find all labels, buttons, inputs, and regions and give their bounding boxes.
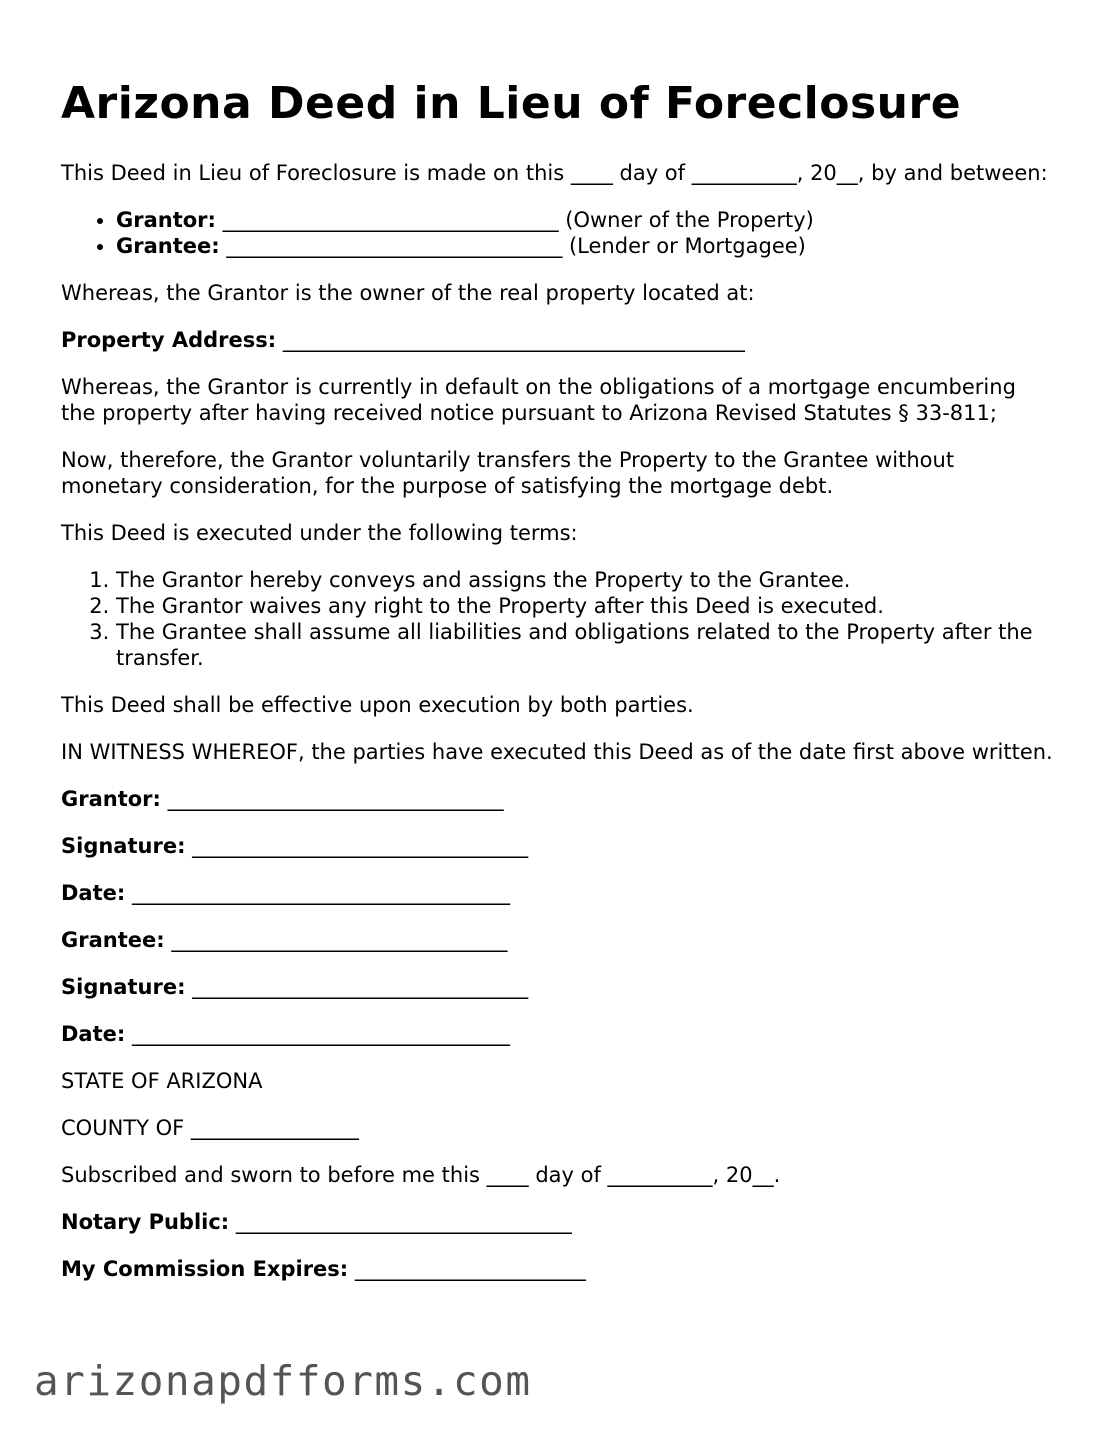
document-title: Arizona Deed in Lieu of Foreclosure [61,78,962,129]
state-line: STATE OF ARIZONA [61,1069,263,1093]
commission-blank: ______________________ [348,1257,586,1281]
party-grantee [116,233,1056,259]
effective-paragraph: This Deed shall be effective upon execution by both parties. [61,693,694,717]
grantee-signature-label: Signature: [61,975,186,999]
property-address-blank: ____________________________________________ [276,328,745,352]
grantee-date-line [61,1021,1056,1047]
grantor-date-line [61,880,1056,906]
grantee-name-label: Grantee: [61,928,165,952]
term-item: 3. The Grantee shall assume all liabilities and obligations related to the Property after the transfer. [116,619,1056,671]
notary-label: Notary Public: [61,1210,230,1234]
terms-list [61,567,1056,671]
grantee-signature-blank: ________________________________ [185,975,529,999]
grantor-name-blank: ________________________________ [160,787,504,811]
property-address-label: Property Address: [61,328,277,352]
grantee-name-blank: ________________________________ [164,928,508,952]
grantee-date-blank: ____________________________________ [125,1022,510,1046]
grantor-date-blank: ____________________________________ [125,881,510,905]
notary-blank: ________________________________ [229,1210,572,1234]
terms-intro: This Deed is executed under the following terms: [61,521,578,545]
party-grantor-blank: ________________________________ (Owner of the Property) [215,208,814,232]
deed-document [61,78,1056,1303]
party-grantee-blank: ________________________________ (Lender or Mortgagee) [219,234,806,258]
subscribed-line: Subscribed and sworn to before me this ____ day of __________, 20__. [61,1163,781,1187]
now-therefore-paragraph: Now, therefore, the Grantor voluntarily transfers the Property to the Grantee without monetary consideration, for the purpose of satisfying the mortgage debt. [61,448,955,498]
commission-line [61,1256,1056,1282]
party-grantor [116,207,1056,233]
county-line: COUNTY OF ________________ [61,1116,359,1140]
witness-paragraph: IN WITNESS WHEREOF, the parties have executed this Deed as of the date first above written. [61,740,1053,764]
grantee-name-line [61,927,1056,953]
party-grantor-label: Grantor: [116,208,216,232]
property-address-line [61,327,1056,353]
parties-list [61,207,1056,259]
grantor-signature-blank: ________________________________ [185,834,529,858]
notary-line [61,1209,1056,1235]
whereas-default-paragraph: Whereas, the Grantor is currently in default on the obligations of a mortgage encumbering the property after having received notice pursuant to Arizona Revised Statutes § 33-811; [61,375,1016,425]
party-grantee-label: Grantee: [116,234,220,258]
term-item: 1. The Grantor hereby conveys and assigns the Property to the Grantee. [116,567,1056,593]
intro-paragraph: This Deed in Lieu of Foreclosure is made on this ____ day of __________, 20__, by and between: [61,161,1048,185]
grantor-date-label: Date: [61,881,126,905]
commission-label: My Commission Expires: [61,1257,349,1281]
grantor-name-label: Grantor: [61,787,161,811]
grantor-signature-line [61,833,1056,859]
grantor-signature-label: Signature: [61,834,186,858]
whereas-owner-paragraph: Whereas, the Grantor is the owner of the real property located at: [61,281,755,305]
grantee-date-label: Date: [61,1022,126,1046]
watermark: arizonapdfforms.com [34,1357,532,1405]
grantee-signature-line [61,974,1056,1000]
grantor-name-line [61,786,1056,812]
term-item: 2. The Grantor waives any right to the Property after this Deed is executed. [116,593,1056,619]
